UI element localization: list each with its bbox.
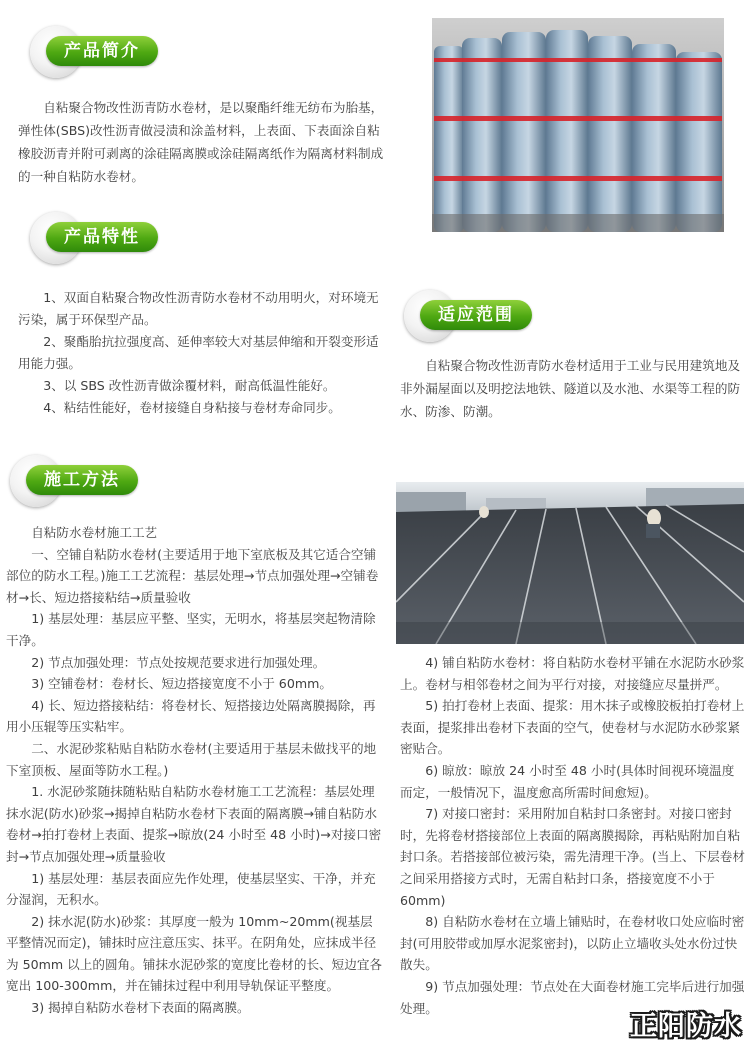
method-paragraph: 自粘防水卷材施工工艺: [31, 525, 158, 540]
method-paragraph: 4) 长、短边搭接粘结：将卷材长、短搭接边处隔离膜揭除，再用小压辊等压实粘牢。: [6, 697, 376, 735]
features-badge: [30, 212, 180, 264]
method-paragraph: 1) 基层处理：基层应平整、坚实，无明水，将基层突起物清除干净。: [6, 611, 376, 648]
rolls-image: [432, 18, 724, 232]
feature-item: 3、以 SBS 改性沥青做涂覆材料，耐高低温性能好。: [43, 378, 336, 393]
method-paragraph: 1. 水泥砂浆随抹随粘贴自粘防水卷材施工工艺流程：基层处理抹水泥(防水)砂浆→揭掉自粘防水卷材下表面的隔离膜→铺自粘防水卷材→拍打卷材上表面、提浆→晾放(24 小时至 48 小时)→对接口密封→节点加强处理→质量验收: [6, 784, 382, 864]
brand-watermark: 正阳防水: [630, 1011, 742, 1042]
method-paragraph: 1) 基层处理：基层表面应先作处理，使基层坚实、干净，并充分湿润，无积水。: [6, 870, 376, 908]
method-paragraph: 7) 对接口密封：采用附加自粘封口条密封。对接口密封时，先将卷材搭接部位上表面的隔离膜揭除，再粘贴附加自粘封口条。若搭接部位被污染，需先清理干净。(当上、下层卷材之间采用搭接方式时，无需自粘封口条，搭接宽度不小于 60mm): [400, 806, 745, 908]
features-list: [18, 287, 390, 419]
scope-heading: 适应范围: [420, 300, 532, 330]
method-paragraph: 8) 自粘防水卷材在立墙上铺贴时，在卷材收口处应临时密封(可用胶带或加厚水泥浆密封)，以防止立墙收头处水份过快散失。: [400, 914, 745, 973]
product-rolls-photo: [432, 18, 724, 232]
method-heading: 施工方法: [26, 465, 138, 495]
intro-badge: [30, 26, 180, 78]
method-paragraph: 二、水泥砂浆粘贴自粘防水卷材(主要适用于基层未做找平的地下室顶板、屋面等防水工程。): [6, 740, 377, 778]
rooftop-image: [396, 482, 744, 644]
intro-text: 自粘聚合物改性沥青防水卷材，是以聚酯纤维无纺布为胎基，弹性体(SBS)改性沥青做浸渍和涂盖材料，上表面、下表面涂自粘橡胶沥青并附可剥离的涂硅隔离膜或涂硅隔离纸作为隔离材料制成的一种自粘防水卷材。: [18, 100, 384, 184]
method-paragraph: 3) 空铺卷材：卷材长、短边搭接宽度不小于 60mm。: [31, 676, 332, 692]
method-left-column: [6, 522, 384, 1019]
method-badge: [10, 455, 160, 507]
method-paragraph: 2) 抹水泥(防水)砂浆：其厚度一般为 10mm~20mm(视基层平整情况而定)，铺抹时应注意压实、抹平。在阴角处，应抹成半径为 50mm 以上的圆角。铺抹水泥砂浆的宽度比卷材的长、短边宜各宽出 100-300mm，并在铺抹过程中利用导轨保证平整度。: [6, 913, 383, 994]
method-paragraph: 4) 铺自粘防水卷材：将自粘防水卷材平铺在水泥防水砂浆上。卷材与相邻卷材之间为平行对接，对接缝应尽量拼严。: [400, 655, 745, 692]
intro-heading: 产品简介: [46, 36, 158, 66]
feature-item: 4、粘结性能好，卷材接缝自身粘接与卷材寿命同步。: [43, 400, 341, 415]
method-right-column: [400, 652, 746, 1019]
features-heading: 产品特性: [46, 222, 158, 252]
method-paragraph: 5) 拍打卷材上表面、提浆：用木抹子或橡胶板拍打卷材上表面，提浆排出卷材下表面的空气，使卷材与水泥防水砂浆紧密贴合。: [400, 698, 745, 757]
method-paragraph: 一、空铺自粘防水卷材(主要适用于地下室底板及其它适合空铺部位的防水工程。)施工工艺流程：基层处理→节点加强处理→空铺卷材→长、短边搭接粘结→质量验收: [6, 546, 379, 605]
method-paragraph: 6) 晾放：晾放 24 小时至 48 小时(具体时间视环境温度而定，一般情况下，温度愈高所需时间愈短)。: [400, 762, 735, 800]
feature-item: 2、聚酯胎抗拉强度高、延伸率较大对基层伸缩和开裂变形适用能力强。: [18, 334, 379, 371]
scope-badge: [404, 290, 554, 342]
scope-text: 自粘聚合物改性沥青防水卷材适用于工业与民用建筑地及非外漏屋面以及明挖法地铁、隧道以及水池、水渠等工程的防水、防渗、防潮。: [400, 358, 741, 419]
rooftop-install-photo: [396, 482, 744, 644]
method-paragraph: 9) 节点加强处理：节点处在大面卷材施工完毕后进行加强处理。: [400, 978, 745, 1016]
method-paragraph: 2) 节点加强处理：节点处按规范要求进行加强处理。: [31, 654, 326, 670]
feature-item: 1、双面自粘聚合物改性沥青防水卷材不动用明火，对环境无污染，属于环保型产品。: [18, 290, 379, 327]
method-paragraph: 3) 揭掉自粘防水卷材下表面的隔离膜。: [31, 1000, 250, 1016]
